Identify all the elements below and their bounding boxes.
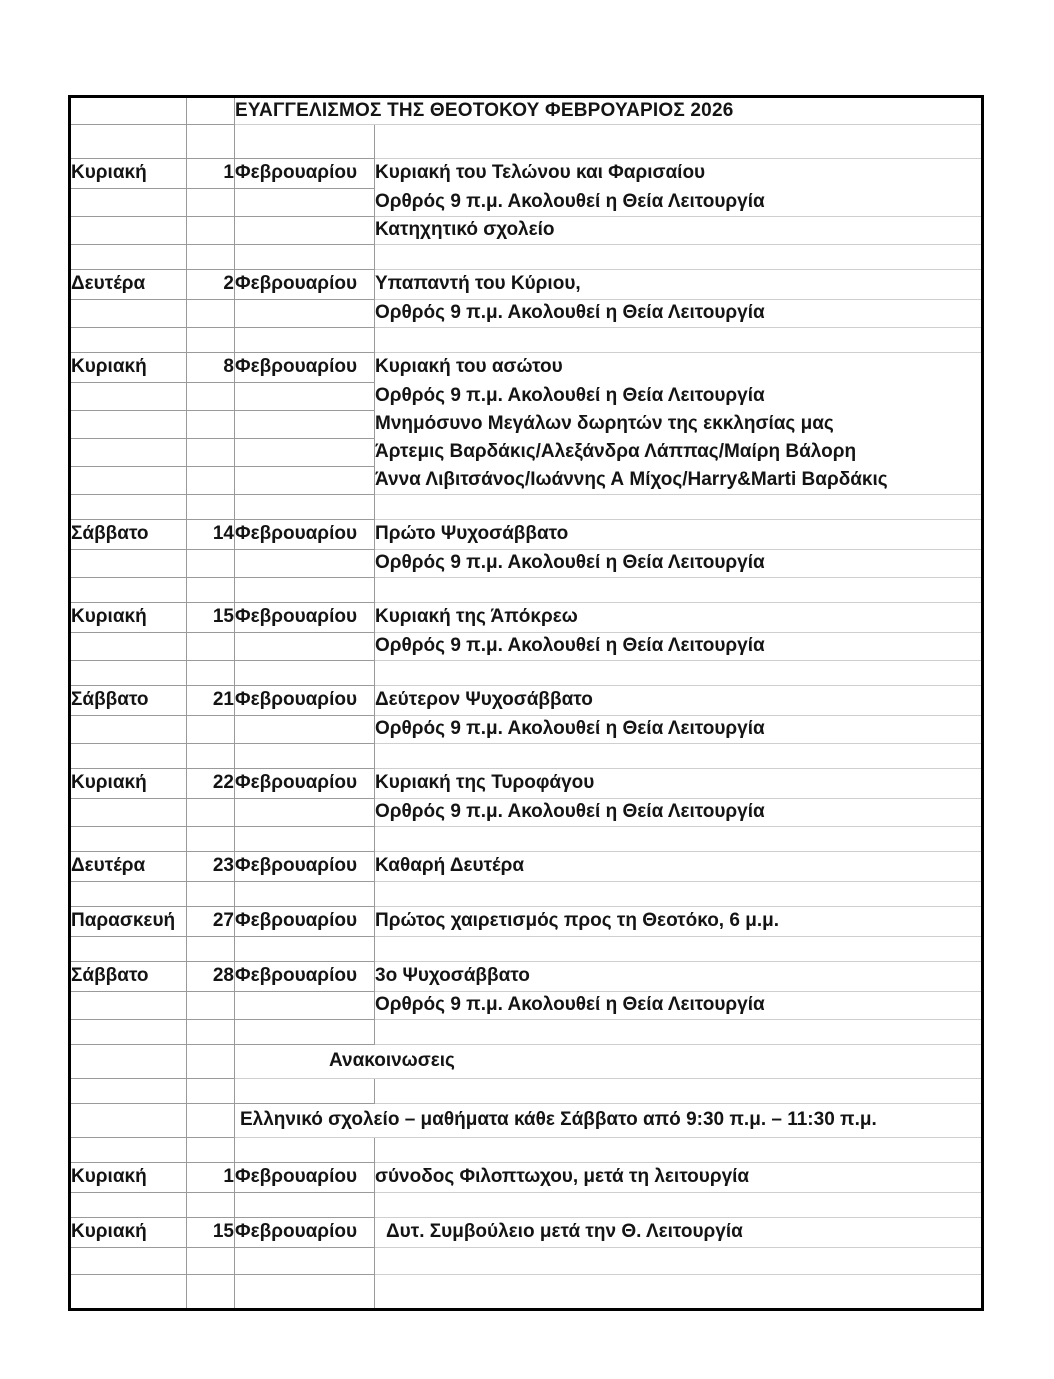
day-cell: Κυριακή [70,353,187,383]
table-row [70,603,983,633]
empty-cell [235,328,375,353]
month-cell: Φεβρουαρίου [235,520,375,550]
empty-cell [187,633,235,661]
title-cell: ΕΥΑΓΓΕΛΙΣΜΟΣ ΤΗΣ ΘΕΟΤΟΚΟΥ ΦΕΒΡΟΥΑΡΙΟΣ 2026 [235,97,983,125]
empty-cell [70,125,187,159]
empty-cell [187,245,235,270]
empty-cell [235,439,375,467]
empty-cell [235,1193,375,1218]
date-cell: 15 [187,603,235,633]
empty-cell [187,439,235,467]
empty-cell [187,125,235,159]
description-cell: Μνημόσυνο Μεγάλων δωρητών της εκκλησίας μας [375,413,834,435]
date-cell: 15 [187,1218,235,1248]
date-cell: 28 [187,962,235,992]
empty-cell [187,1275,235,1310]
empty-cell [235,992,375,1020]
empty-cell [187,189,235,217]
table-row [70,270,983,300]
table-row [70,716,983,744]
empty-cell [187,300,235,328]
table-row [70,661,983,686]
empty-cell [375,245,983,270]
table-row [70,189,983,217]
empty-cell [70,300,187,328]
description-cell: Κυριακή του ασώτου [375,356,563,378]
empty-cell [187,97,235,125]
section-cell: Ανακοινωσεις [235,1045,983,1079]
empty-cell [235,799,375,827]
table-row [70,383,983,411]
empty-cell [235,1248,375,1275]
empty-cell [235,189,375,217]
table-row [70,97,983,125]
table-row [70,578,983,603]
empty-cell [375,1079,983,1104]
description-cell: Ορθρός 9 π.μ. Ακολουθεί η Θεία Λειτουργία [375,385,765,407]
empty-cell [187,744,235,769]
day-cell: Σάββατο [70,686,187,716]
description-cell: Ορθρός 9 π.μ. Ακολουθεί η Θεία Λειτουργία [375,716,983,744]
month-cell: Φεβρουαρίου [235,270,375,300]
description-cell: Κατηχητικό σχολείο [375,217,983,245]
empty-cell [187,1020,235,1045]
empty-cell [235,937,375,962]
calendar-rows [70,97,983,1310]
table-row [70,962,983,992]
day-cell: Κυριακή [70,1218,187,1248]
description-cell: Κυριακή της Τυροφάγου [375,769,983,799]
day-cell: Κυριακή [70,603,187,633]
empty-cell [187,578,235,603]
table-row [70,1275,983,1310]
date-cell: 1 [187,159,235,189]
table-row [70,992,983,1020]
day-cell: Δευτέρα [70,852,187,882]
empty-cell [235,300,375,328]
description-cell: Άννα Λιβιτσάνος/Ιωάννης Α Μίχος/Harry&Marti Βαρδάκις [375,467,983,495]
section-cell: Ελληνικό σχολείο – μαθήματα κάθε Σάββατο από 9:30 π.μ. – 11:30 π.μ. [235,1104,983,1138]
empty-cell [187,411,235,439]
empty-cell [375,328,983,353]
empty-cell [235,245,375,270]
description-cell: Πρώτο Ψυχοσάββατο [375,520,983,550]
empty-cell [187,1248,235,1275]
empty-cell [375,661,983,686]
empty-cell [70,578,187,603]
empty-cell [70,827,187,852]
table-row [70,686,983,716]
month-cell: Φεβρουαρίου [235,962,375,992]
empty-cell [375,578,983,603]
empty-cell [187,328,235,353]
empty-cell [187,495,235,520]
table-row [70,520,983,550]
date-cell: 14 [187,520,235,550]
empty-cell [70,189,187,217]
calendar-table [68,95,984,1311]
empty-cell [235,1079,375,1104]
empty-cell [70,495,187,520]
empty-cell [70,245,187,270]
date-cell: 2 [187,270,235,300]
description-cell: Ορθρός 9 π.μ. Ακολουθεί η Θεία Λειτουργία [375,799,983,827]
description-cell: Υπαπαντή του Κύριου, [375,270,983,300]
description-cell: Κυριακή του Τελώνου και Φαρισαίου [375,162,706,184]
table-row [70,411,983,439]
empty-cell [187,661,235,686]
day-cell: Σάββατο [70,962,187,992]
empty-cell [235,716,375,744]
month-cell: Φεβρουαρίου [235,769,375,799]
month-cell: Φεβρουαρίου [235,1163,375,1193]
table-row [70,439,983,467]
empty-cell [375,882,983,907]
empty-cell [70,467,187,495]
empty-cell [70,439,187,467]
empty-cell [70,1275,187,1310]
empty-cell [70,937,187,962]
description-cell: Ορθρός 9 π.μ. Ακολουθεί η Θεία Λειτουργία [375,633,983,661]
empty-cell [187,937,235,962]
month-cell: Φεβρουαρίου [235,1218,375,1248]
description-cell: Άρτεμις Βαρδάκις/Αλεξάνδρα Λάππας/Μαίρη Βάλορη [375,441,857,463]
empty-cell [187,716,235,744]
empty-cell [375,1193,983,1218]
table-row [70,550,983,578]
empty-cell [70,550,187,578]
calendar-sheet [68,95,984,1311]
empty-cell [235,661,375,686]
table-row [70,125,983,159]
empty-cell [187,827,235,852]
table-row [70,769,983,799]
month-cell: Φεβρουαρίου [235,603,375,633]
empty-cell [70,1138,187,1163]
empty-cell [235,550,375,578]
description-cell: Ορθρός 9 π.μ. Ακολουθεί η Θεία Λειτουργία [375,550,983,578]
empty-cell [375,495,983,520]
empty-cell [70,411,187,439]
empty-cell [70,1193,187,1218]
table-row [70,1218,983,1248]
table-row [70,353,983,383]
empty-cell [70,992,187,1020]
table-row [70,495,983,520]
table-row [70,1248,983,1275]
description-cell: Πρώτος χαιρετισμός προς τη Θεοτόκο, 6 μ.μ. [375,907,983,937]
table-row [70,1104,983,1138]
empty-cell [235,744,375,769]
table-row [70,1079,983,1104]
day-cell: Κυριακή [70,159,187,189]
empty-cell [235,1275,375,1310]
empty-cell [70,383,187,411]
description-cell: Καθαρή Δευτέρα [375,852,983,882]
date-cell: 8 [187,353,235,383]
day-cell: Παρασκευή [70,907,187,937]
empty-cell [70,1248,187,1275]
empty-cell [187,882,235,907]
description-cell: σύνοδος Φιλοπτωχου, μετά τη λειτουργία [375,1163,983,1193]
empty-cell [187,1079,235,1104]
empty-cell [235,882,375,907]
empty-cell [70,716,187,744]
empty-cell [235,633,375,661]
date-cell: 22 [187,769,235,799]
empty-cell [187,799,235,827]
empty-cell [70,882,187,907]
empty-cell [70,97,187,125]
empty-cell [187,1138,235,1163]
table-row [70,1045,983,1079]
empty-cell [70,1020,187,1045]
empty-cell [70,217,187,245]
empty-cell [375,1275,983,1310]
table-row [70,245,983,270]
description-cell: Ορθρός 9 π.μ. Ακολουθεί η Θεία Λειτουργία [375,992,983,1020]
table-row [70,1163,983,1193]
empty-cell [235,495,375,520]
empty-cell [70,1079,187,1104]
table-row [70,852,983,882]
table-row [70,907,983,937]
date-cell: 27 [187,907,235,937]
date-cell: 1 [187,1163,235,1193]
empty-cell [375,1138,983,1163]
empty-cell [235,125,375,159]
description-cell: Ορθρός 9 π.μ. Ακολουθεί η Θεία Λειτουργία [375,189,983,217]
empty-cell [70,1045,187,1079]
empty-cell [187,467,235,495]
description-cell: Δυτ. Συμβούλειο μετά την Θ. Λειτουργία [375,1218,983,1248]
empty-cell [235,467,375,495]
empty-cell [70,1104,187,1138]
month-cell: Φεβρουαρίου [235,686,375,716]
day-cell: Κυριακή [70,1163,187,1193]
description-cell: Κυριακή της Άπόκρεω [375,603,983,633]
table-row [70,633,983,661]
table-row [70,882,983,907]
empty-cell [187,217,235,245]
description-cell: Ορθρός 9 π.μ. Ακολουθεί η Θεία Λειτουργία [375,300,983,328]
empty-cell [187,992,235,1020]
table-row [70,744,983,769]
empty-cell [375,937,983,962]
empty-cell [235,578,375,603]
empty-cell [375,1248,983,1275]
description-cell: 3ο Ψυχοσάββατο [375,962,983,992]
empty-cell [70,328,187,353]
date-cell: 23 [187,852,235,882]
empty-cell [375,827,983,852]
day-cell: Κυριακή [70,769,187,799]
table-row [70,827,983,852]
month-cell: Φεβρουαρίου [235,353,375,383]
table-row [70,217,983,245]
empty-cell [235,1138,375,1163]
table-row [70,159,983,189]
table-row [70,328,983,353]
empty-cell [375,1020,983,1045]
empty-cell [70,661,187,686]
table-row [70,1020,983,1045]
empty-cell [187,1104,235,1138]
empty-cell [235,827,375,852]
table-row [70,937,983,962]
table-row [70,799,983,827]
description-cell: Δεύτερον Ψυχοσάββατο [375,686,983,716]
table-row [70,300,983,328]
empty-cell [187,1193,235,1218]
date-cell: 21 [187,686,235,716]
empty-cell [70,799,187,827]
empty-cell [187,1045,235,1079]
empty-cell [235,1020,375,1045]
empty-cell [235,217,375,245]
empty-cell [235,383,375,411]
empty-cell [375,125,983,159]
empty-cell [70,633,187,661]
table-row [70,1193,983,1218]
month-cell: Φεβρουαρίου [235,907,375,937]
empty-cell [235,411,375,439]
month-cell: Φεβρουαρίου [235,852,375,882]
empty-cell [187,550,235,578]
table-row [70,1138,983,1163]
day-cell: Σάββατο [70,520,187,550]
empty-cell [375,744,983,769]
empty-cell [187,383,235,411]
empty-cell [70,744,187,769]
month-cell: Φεβρουαρίου [235,159,375,189]
day-cell: Δευτέρα [70,270,187,300]
table-row [70,467,983,495]
